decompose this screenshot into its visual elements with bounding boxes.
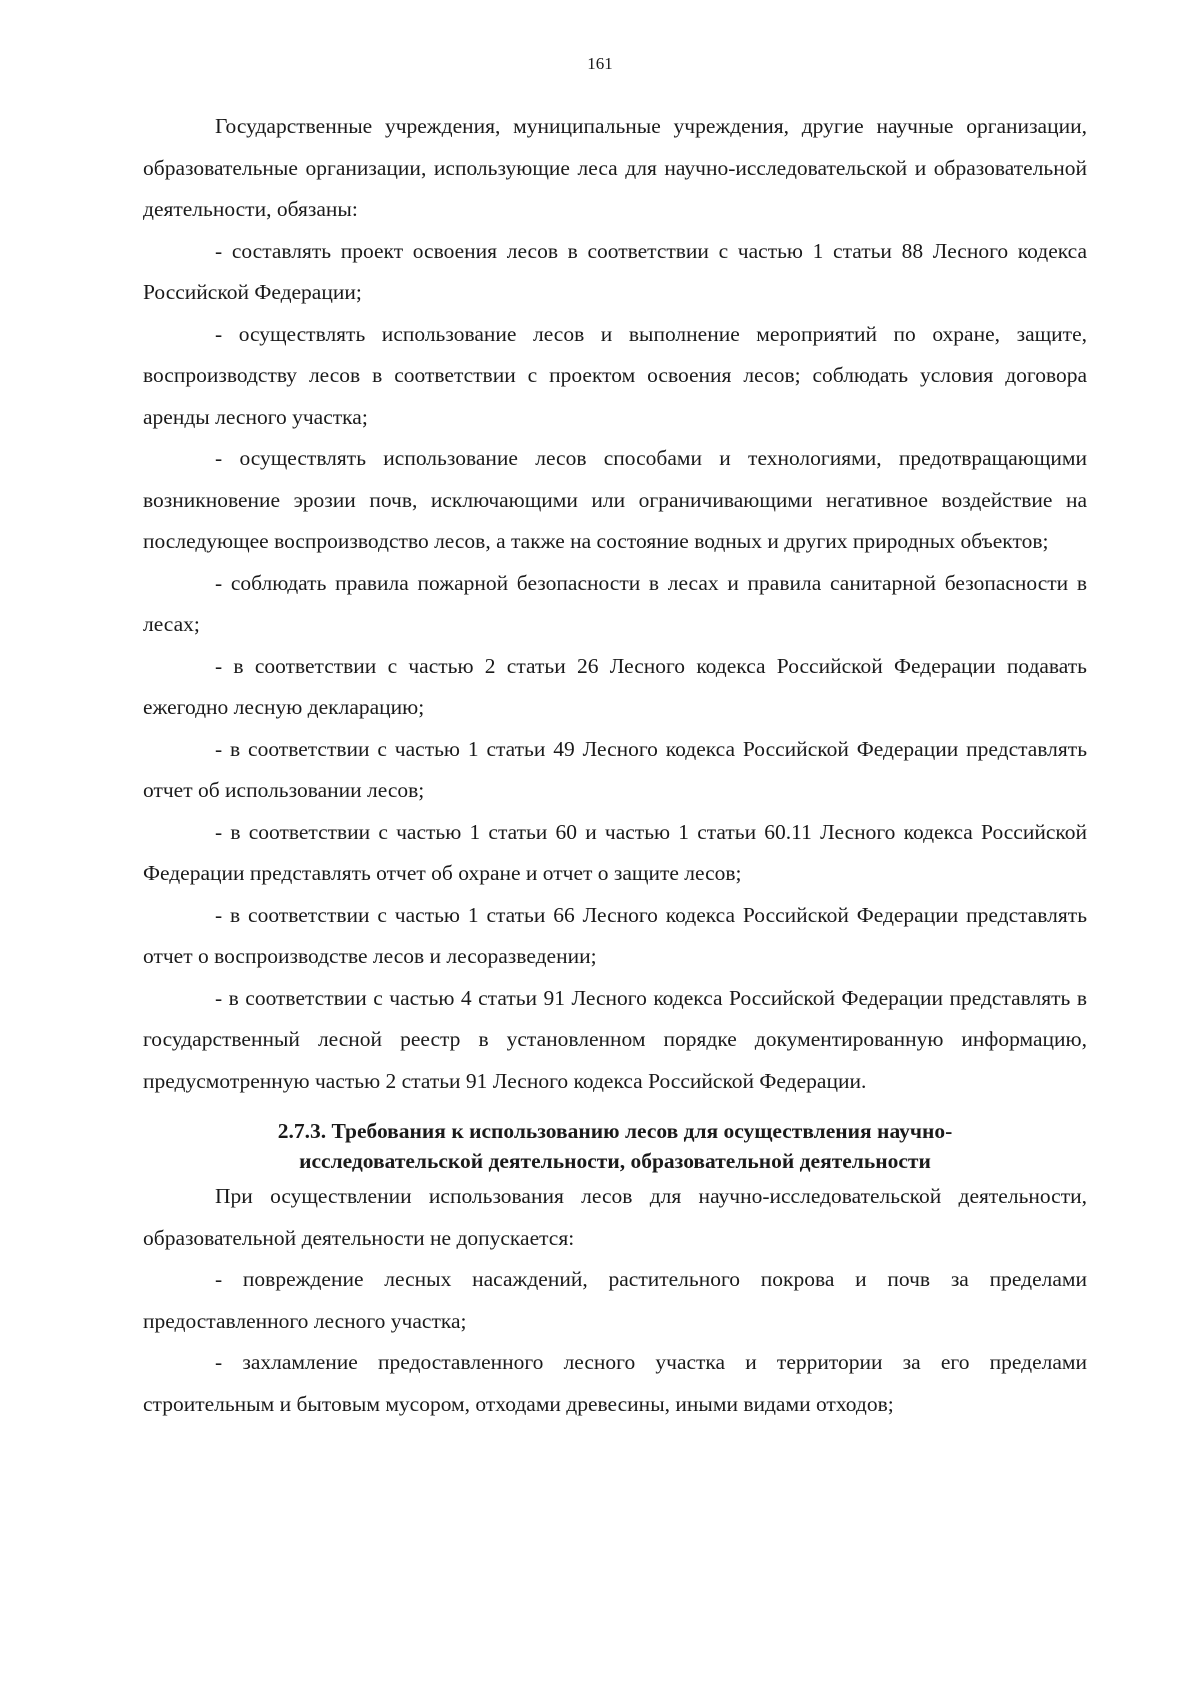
document-body [143,106,1087,1425]
section-heading-line-1: 2.7.3. Требования к использованию лесов для осуществления научно- [277,1119,953,1143]
obligation-item: - в соответствии с частью 1 статьи 66 Лесного кодекса Российской Федерации представлять отчет о воспроизводстве лесов и лесоразведении; [143,902,1087,968]
obligation-item: - осуществлять использование лесов и выполнение мероприятий по охране, защите, воспроизводству лесов в соответствии с проектом освоения лесов; соблюдать условия договора аренды лесного участка; [143,321,1087,429]
obligation-item: - в соответствии с частью 4 статьи 91 Лесного кодекса Российской Федерации представлять в государственный лесной реестр в установленном порядке документированную информацию, предусмотренную частью 2 статьи 91 Лесного кодекса Российской Федерации. [143,985,1087,1093]
obligation-item: - составлять проект освоения лесов в соответствии с частью 1 статьи 88 Лесного кодекса Российской Федерации; [143,238,1087,304]
obligation-item: - в соответствии с частью 2 статьи 26 Лесного кодекса Российской Федерации подавать ежегодно лесную декларацию; [143,653,1087,719]
obligation-item: - осуществлять использование лесов способами и технологиями, предотвращающими возникновение эрозии почв, исключающими или ограничивающими негативное воздействие на последующее воспроизводство лесов, а также на состояние водных и других природных объектов; [143,446,1087,553]
section-heading [143,1116,1087,1176]
prohibition-item: - захламление предоставленного лесного участка и территории за его пределами строительным и бытовым мусором, отходами древесины, иными видами отходов; [143,1350,1087,1416]
obligation-item: - в соответствии с частью 1 статьи 49 Лесного кодекса Российской Федерации представлять отчет об использовании лесов; [143,736,1087,802]
prohibition-item: - повреждение лесных насаждений, растительного покрова и почв за пределами предоставленного лесного участка; [143,1267,1087,1333]
obligation-item: - в соответствии с частью 1 статьи 60 и частью 1 статьи 60.11 Лесного кодекса Российской Федерации представлять отчет об охране и отчет о защите лесов; [143,819,1087,885]
obligation-item: - соблюдать правила пожарной безопасности в лесах и правила санитарной безопасности в лесах; [143,570,1087,636]
section-heading-line-2: исследовательской деятельности, образовательной деятельности [299,1149,931,1173]
intro-paragraph: Государственные учреждения, муниципальные учреждения, другие научные организации, образовательные организации, использующие леса для научно-исследовательской и образовательной деятельности, обязаны: [143,114,1087,221]
page-number: 161 [587,54,613,73]
section-intro-paragraph: При осуществлении использования лесов для научно-исследовательской деятельности, образовательной деятельности не допускается: [143,1184,1087,1250]
